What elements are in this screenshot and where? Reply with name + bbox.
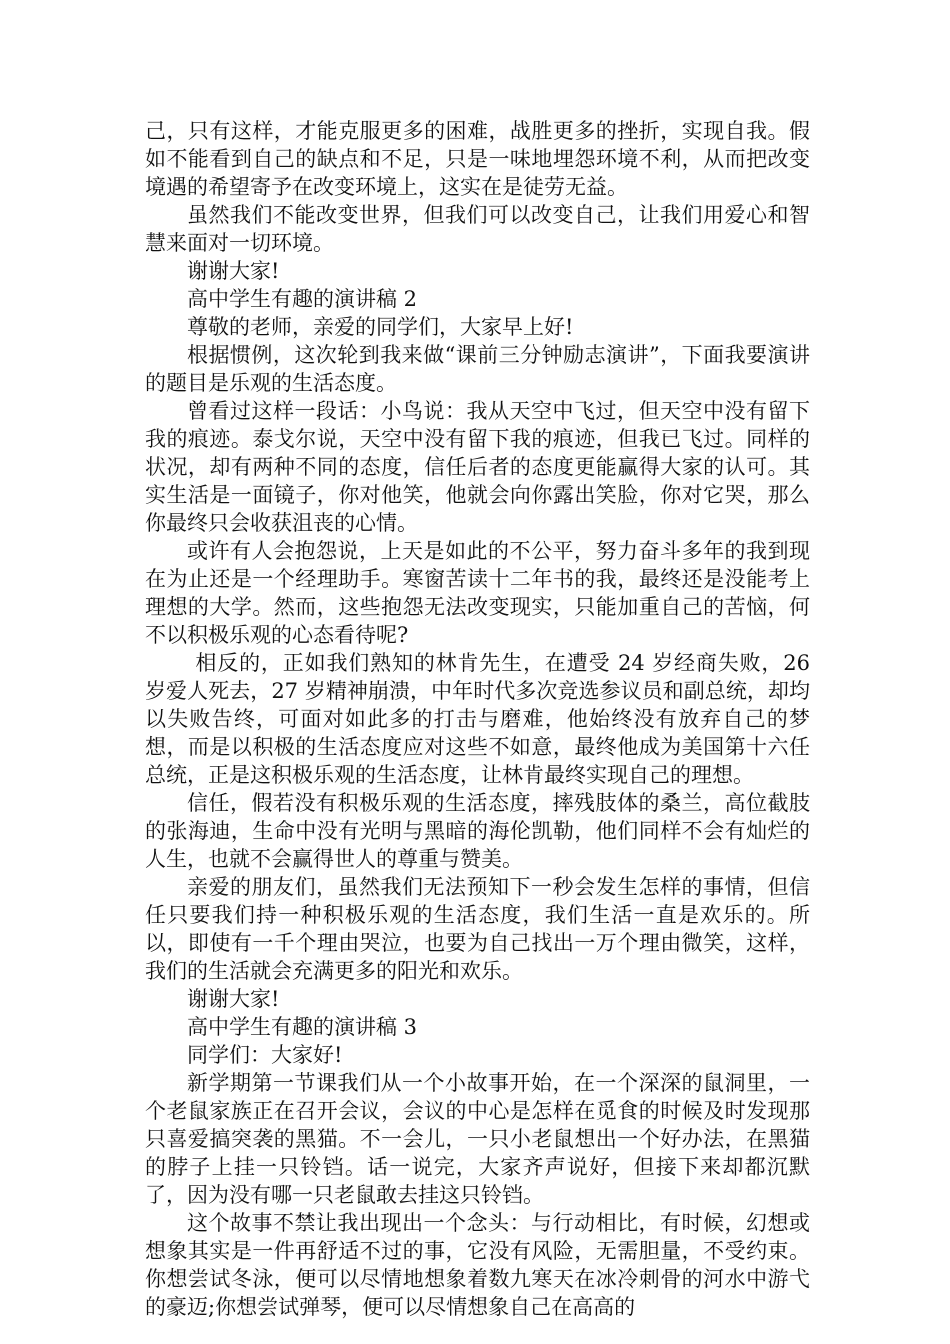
paragraph: 这个故事不禁让我出现出一个念头：与行动相比，有时候，幻想或想象其实是一件再舒适不过的事，它没有风险，无需胆量，不受约束。你想尝试冬泳，便可以尽情地想象着数九寒天在冰冷刺骨的河水中游弋的豪迈;你想尝试弹琴，便可以尽情想象自己在高高的 <box>145 1211 810 1319</box>
closing-line: 谢谢大家! <box>187 259 280 283</box>
paragraph: 根据惯例，这次轮到我来做“课前三分钟励志演讲”，下面我要演讲的题目是乐观的生活态度。 <box>145 343 810 395</box>
greeting-line: 同学们：大家好! <box>187 1043 343 1067</box>
greeting-line: 尊敬的老师，亲爱的同学们，大家早上好! <box>187 315 574 339</box>
section-title: 高中学生有趣的演讲稿 3 <box>187 1015 418 1039</box>
paragraph: 相反的，正如我们熟知的林肯先生，在遭受 24 岁经商失败，26 岁爱人死去，27 岁精神崩溃，中年时代多次竞选参议员和副总统，却均以失败告终，可面对如此多的打击与磨难，他始终没有放弃自己的梦想，而是以积极的生活态度应对这些不如意，最终他成为美国第十六任总统，正是这积极乐观的生活态度，让林肯最终实现自己的理想。 <box>145 651 810 787</box>
document-page <box>145 117 810 1321</box>
paragraph: 曾看过这样一段话：小鸟说：我从天空中飞过，但天空中没有留下我的痕迹。泰戈尔说，天空中没有留下我的痕迹，但我已飞过。同样的状况，却有两种不同的态度，信任后者的态度更能赢得大家的认可。其实生活是一面镜子，你对他笑，他就会向你露出笑脸，你对它哭，那么你最终只会收获沮丧的心情。 <box>145 399 810 535</box>
paragraph: 或许有人会抱怨说，上天是如此的不公平，努力奋斗多年的我到现在为止还是一个经理助手。寒窗苦读十二年书的我，最终还是没能考上理想的大学。然而，这些抱怨无法改变现实，只能加重自己的苦恼，何不以积极乐观的心态看待呢? <box>145 539 810 647</box>
closing-line: 谢谢大家! <box>187 987 280 1011</box>
paragraph: 虽然我们不能改变世界，但我们可以改变自己，让我们用爱心和智慧来面对一切环境。 <box>145 203 810 255</box>
paragraph: 新学期第一节课我们从一个小故事开始，在一个深深的鼠洞里，一个老鼠家族正在召开会议，会议的中心是怎样在觅食的时候及时发现那只喜爱搞突袭的黑猫。不一会儿，一只小老鼠想出一个好办法，在黑猫的脖子上挂一只铃铛。话一说完，大家齐声说好，但接下来却都沉默了，因为没有哪一只老鼠敢去挂这只铃铛。 <box>145 1071 810 1207</box>
paragraph-continuation: 己，只有这样，才能克服更多的困难，战胜更多的挫折，实现自我。假如不能看到自己的缺点和不足，只是一味地埋怨环境不利，从而把改变境遇的希望寄予在改变环境上，这实在是徒劳无益。 <box>145 119 810 199</box>
section-title: 高中学生有趣的演讲稿 2 <box>187 287 418 311</box>
paragraph: 亲爱的朋友们，虽然我们无法预知下一秒会发生怎样的事情，但信任只要我们持一种积极乐观的生活态度，我们生活一直是欢乐的。所以，即使有一千个理由哭泣，也要为自己找出一万个理由微笑，这样，我们的生活就会充满更多的阳光和欢乐。 <box>145 875 810 983</box>
paragraph: 信任，假若没有积极乐观的生活态度，摔残肢体的桑兰，高位截肢的张海迪，生命中没有光明与黑暗的海伦凯勒，他们同样不会有灿烂的人生，也就不会赢得世人的尊重与赞美。 <box>145 791 810 871</box>
